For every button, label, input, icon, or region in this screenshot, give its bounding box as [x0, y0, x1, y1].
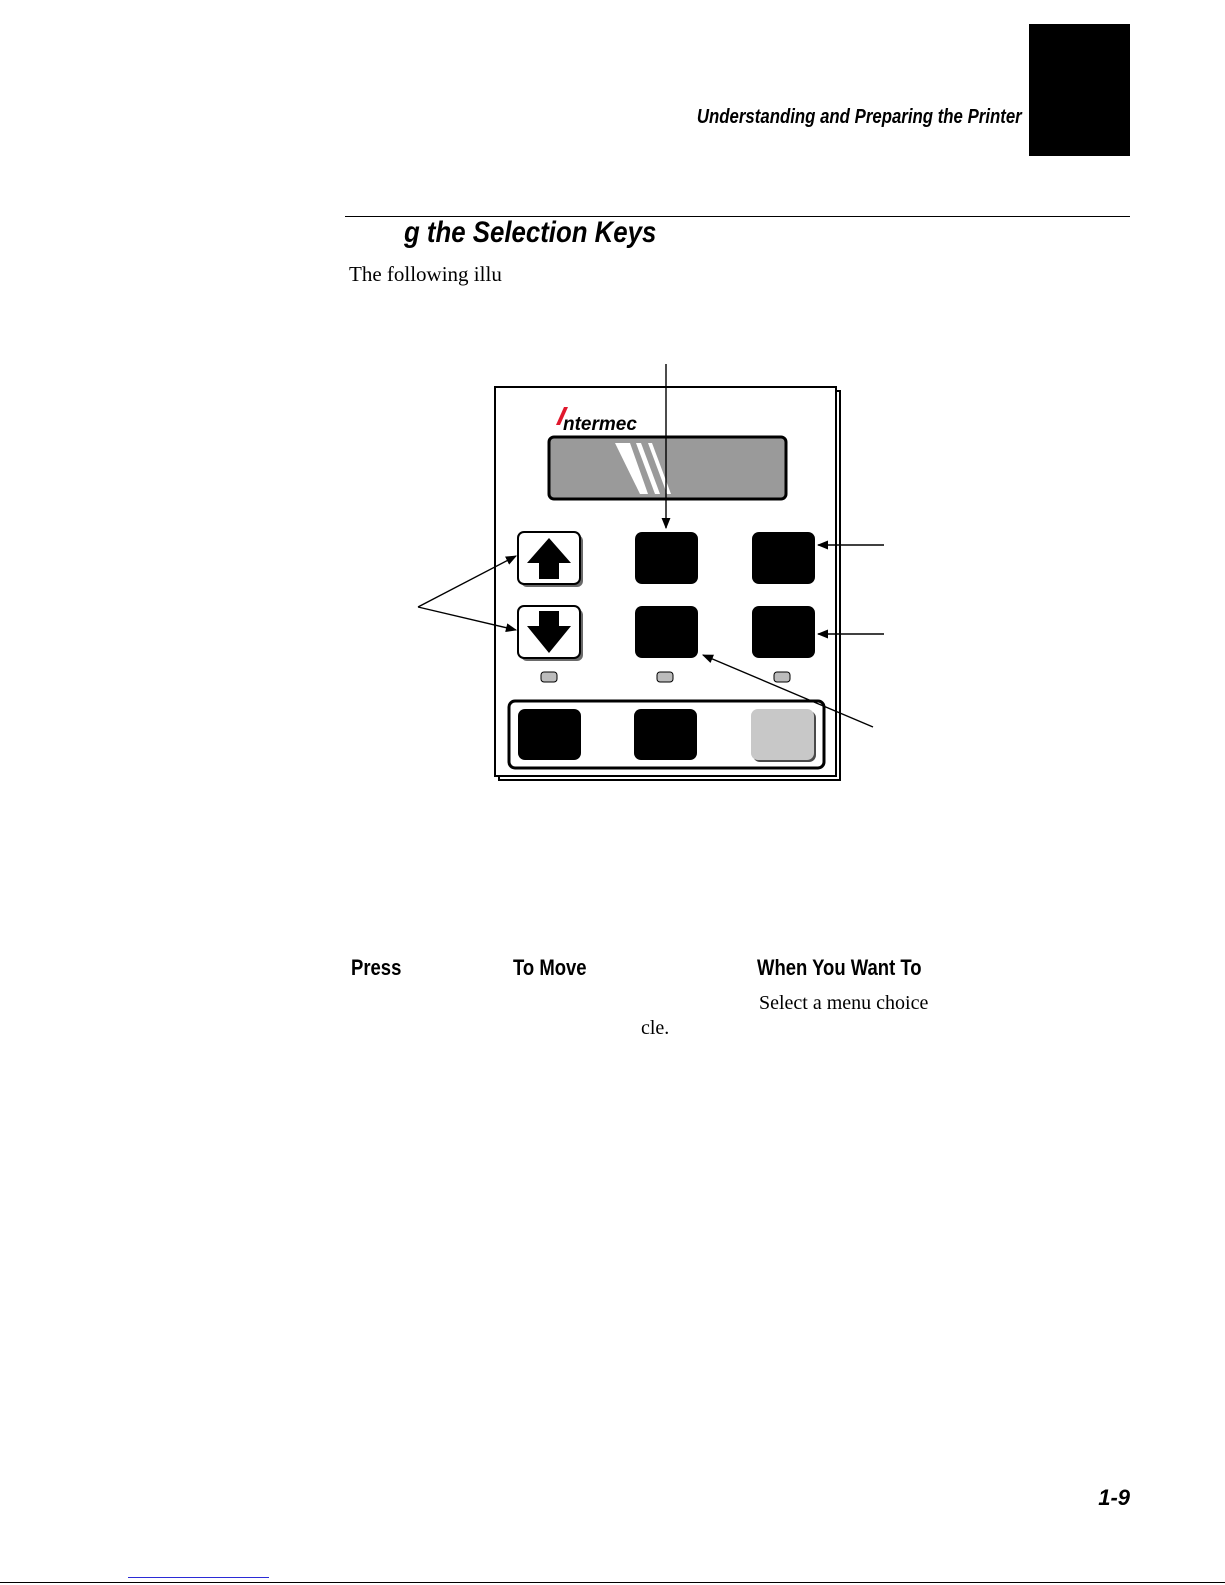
link-underline[interactable]: [128, 1577, 269, 1578]
intermec-logo: ntermec: [563, 414, 637, 435]
center-top-key[interactable]: [635, 532, 698, 584]
status-led: [657, 672, 673, 682]
table-header-when: When You Want To: [757, 955, 922, 980]
section-title: g the Selection Keys: [404, 216, 657, 249]
intro-text: The following illu: [349, 262, 502, 286]
center-bottom-key[interactable]: [635, 606, 698, 658]
page-number: 1-9: [1098, 1485, 1130, 1510]
table-cell-when: Select a menu choice: [759, 992, 929, 1014]
table-cell-to-move: cle.: [641, 1017, 670, 1039]
right-top-key[interactable]: [752, 532, 815, 584]
running-head: Understanding and Preparing the Printer: [697, 106, 1022, 128]
bottom-right-key[interactable]: [751, 709, 814, 760]
bottom-rule: [0, 1582, 1225, 1583]
bottom-center-key[interactable]: [634, 709, 697, 760]
status-led: [774, 672, 790, 682]
right-bottom-key[interactable]: [752, 606, 815, 658]
table-header-press: Press: [351, 955, 402, 980]
table-header-to-move: To Move: [513, 955, 587, 980]
status-led: [541, 672, 557, 682]
bottom-left-key[interactable]: [518, 709, 581, 760]
